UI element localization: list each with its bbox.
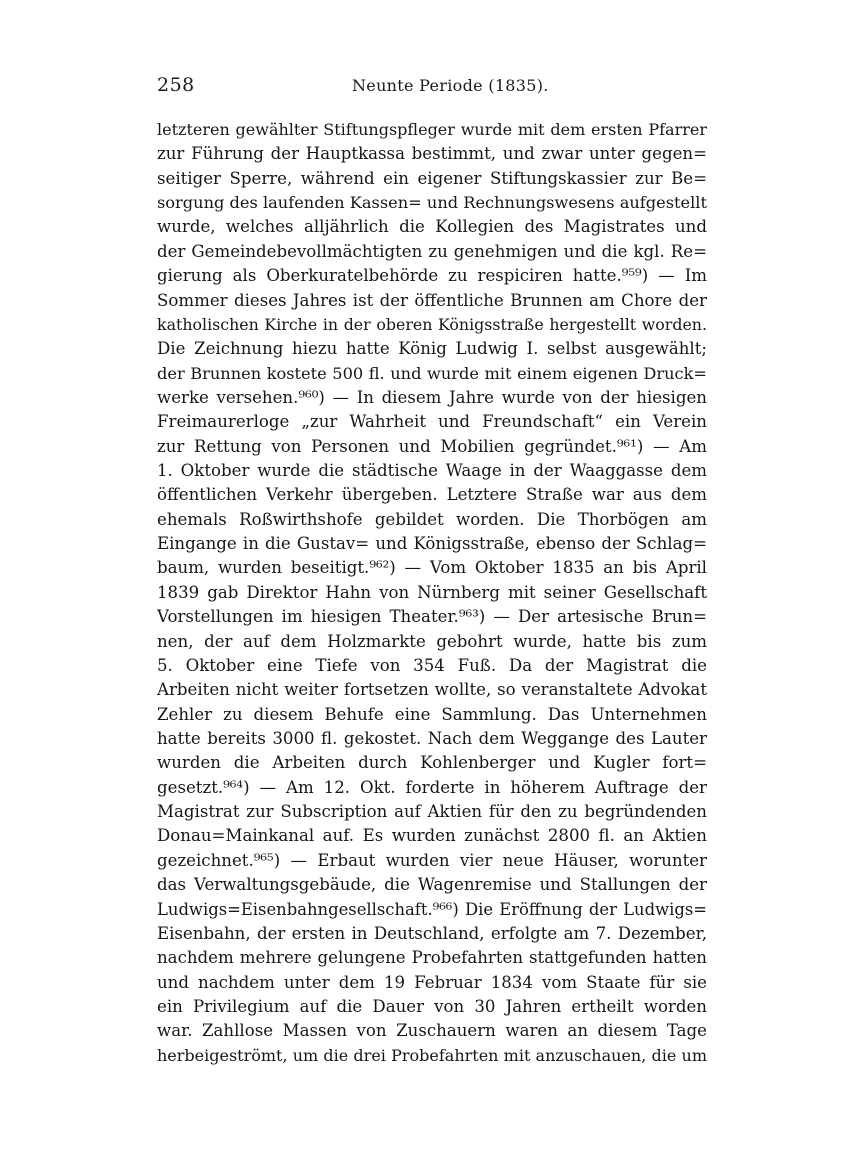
text-line: letzteren gewählter Stiftungspfleger wurde mit dem ersten Pfarrer bbox=[157, 120, 707, 139]
text-line: Zehler zu diesem Behufe eine Sammlung. Das Unternehmen bbox=[157, 704, 707, 724]
text-line: gierung als Oberkuratelbehörde zu respiciren hatte.⁹⁵⁹) — Im bbox=[157, 266, 707, 286]
text-line: ein Privilegium auf die Dauer von 30 Jahren ertheilt worden bbox=[157, 996, 707, 1016]
text-line: Ludwigs=Eisenbahngesellschaft.⁹⁶⁶) Die Eröffnung der Ludwigs= bbox=[157, 899, 707, 919]
text-line: katholischen Kirche in der oberen Königsstraße hergestellt worden. bbox=[157, 314, 707, 334]
text-line: 1. Oktober wurde die städtische Waage in der Waaggasse dem bbox=[157, 461, 707, 481]
text-line: werke versehen.⁹⁶⁰) — In diesem Jahre wurde von der hiesigen bbox=[157, 387, 707, 407]
text-line: Arbeiten nicht weiter fortsetzen wollte, so veranstaltete Advokat bbox=[157, 680, 707, 700]
text-line: hatte bereits 3000 fl. gekostet. Nach dem Weggange des Lauter bbox=[157, 728, 707, 748]
text-line: der Brunnen kostete 500 fl. und wurde mit einem eigenen Druck= bbox=[157, 363, 707, 383]
text-line: zur Führung der Hauptkassa bestimmt, und zwar unter gegen= bbox=[157, 144, 707, 164]
text-line: wurden die Arbeiten durch Kohlenberger und Kugler fort= bbox=[157, 753, 707, 773]
text-line: das Verwaltungsgebäude, die Wagenremise und Stallungen der bbox=[157, 875, 707, 895]
text-line: 1839 gab Direktor Hahn von Nürnberg mit seiner Gesellschaft bbox=[157, 582, 707, 602]
text-line: war. Zahllose Massen von Zuschauern waren an diesem Tage bbox=[157, 1021, 707, 1041]
text-line: Eingange in die Gustav= und Königsstraße, ebenso der Schlag= bbox=[157, 534, 707, 554]
text-line: nachdem mehrere gelungene Probefahrten stattgefunden hatten bbox=[157, 948, 707, 968]
body-text bbox=[157, 118, 707, 1068]
running-head: Neunte Periode (1835). bbox=[352, 76, 549, 95]
text-line: Vorstellungen im hiesigen Theater.⁹⁶³) — Der artesische Brun= bbox=[157, 607, 707, 627]
page-header bbox=[157, 74, 707, 100]
text-line: und nachdem unter dem 19 Februar 1834 vom Staate für sie bbox=[157, 972, 707, 992]
text-line: zur Rettung von Personen und Mobilien gegründet.⁹⁶¹) — Am bbox=[157, 436, 707, 456]
text-line: Sommer dieses Jahres ist der öffentliche Brunnen am Chore der bbox=[157, 290, 707, 310]
text-line: seitiger Sperre, während ein eigener Stiftungskassier zur Be= bbox=[157, 168, 707, 188]
text-line: der Gemeindebevollmächtigten zu genehmigen und die kgl. Re= bbox=[157, 241, 707, 261]
text-line: Magistrat zur Subscription auf Aktien für den zu begründenden bbox=[157, 802, 707, 822]
text-line: gezeichnet.⁹⁶⁵) — Erbaut wurden vier neue Häuser, worunter bbox=[157, 850, 707, 870]
text-line: 5. Oktober eine Tiefe von 354 Fuß. Da der Magistrat die bbox=[157, 655, 707, 675]
text-line: herbeigeströmt, um die drei Probefahrten mit anzuschauen, die um bbox=[157, 1045, 707, 1065]
text-line: Donau=Mainkanal auf. Es wurden zunächst 2800 fl. an Aktien bbox=[157, 826, 707, 846]
text-line: sorgung des laufenden Kassen= und Rechnungswesens aufgestellt bbox=[157, 193, 707, 213]
text-line: öffentlichen Verkehr übergeben. Letztere Straße war aus dem bbox=[157, 485, 707, 505]
text-line: wurde, welches alljährlich die Kollegien des Magistrates und bbox=[157, 217, 707, 237]
text-line: Die Zeichnung hiezu hatte König Ludwig I. selbst ausgewählt; bbox=[157, 339, 707, 359]
text-line: Eisenbahn, der ersten in Deutschland, erfolgte am 7. Dezember, bbox=[157, 923, 707, 943]
text-line: baum, wurden beseitigt.⁹⁶²) — Vom Oktober 1835 an bis April bbox=[157, 558, 707, 578]
page-number: 258 bbox=[157, 74, 195, 96]
text-line: nen, der auf dem Holzmarkte gebohrt wurde, hatte bis zum bbox=[157, 631, 707, 651]
text-line: Freimaurerloge „zur Wahrheit und Freundschaft“ ein Verein bbox=[157, 412, 707, 432]
text-line: ehemals Roßwirthshofe gebildet worden. Die Thorbögen am bbox=[157, 509, 707, 529]
text-line: gesetzt.⁹⁶⁴) — Am 12. Okt. forderte in höherem Auftrage der bbox=[157, 777, 707, 797]
